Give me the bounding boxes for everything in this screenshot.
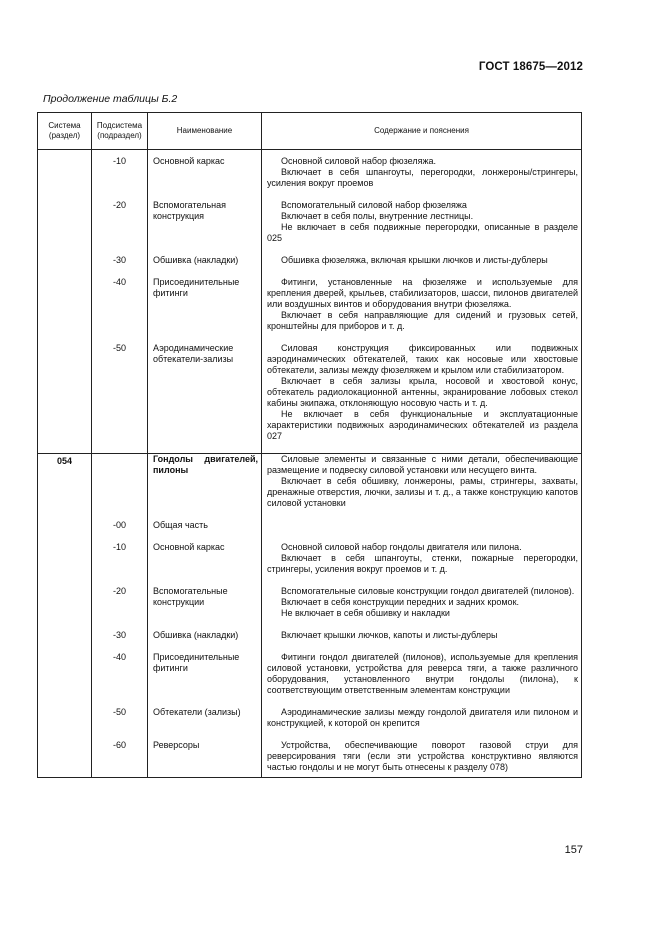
description-paragraph: Силовые элементы и связанные с ними детали, обеспечивающие размещение и подвеску силовой установки или несущего винта. [267,454,578,475]
item-name-cell [148,454,262,521]
item-description [262,200,582,255]
item-name: Обтекатели (зализы) [153,707,241,717]
item-name-cell [148,630,262,652]
item-name: Основной каркас [153,542,225,552]
description-paragraph: Не включает в себя функциональные и эксплуатационные характеристики подвижных аэродинамических обтекателей из раздела 027 [267,409,578,441]
subsystem-code: -30 [92,630,148,652]
description-paragraph: Фитинги, установленные на фюзеляже и используемые для крепления дверей, крыльев, стабилизаторов, шасси, пилонов двигателей или воздушных винтов и оборудования внутри фюзеляжа. [267,277,578,309]
item-name: Обшивка (накладки) [153,630,239,640]
item-name-cell [148,277,262,343]
description-paragraph: Устройства, обеспечивающие поворот газовой струи для реверсирования тяги (если эти устройства конструктивно являются частью гондолы и не могут быть отнесены к разделу 078) [267,740,578,772]
item-description [262,343,582,454]
item-name-cell [148,542,262,586]
subsystem-code: -50 [92,343,148,454]
item-name-cell [148,200,262,255]
subsystem-code: -30 [92,255,148,277]
item-name-cell [148,150,262,201]
description-paragraph: Не включает в себя обшивку и накладки [281,608,450,618]
column-header-name: Наименование [148,113,262,150]
item-name: Аэродинамические обтекатели-зализы [153,343,234,364]
system-code [38,150,92,201]
system-code [38,343,92,454]
description-paragraph: Включает в себя зализы крыла, носовой и хвостовой конус, обтекатель радиолокационной антенны, экранирование лобовых стекол кабины экипажа, отклоняющую носовую часть и т. д. [267,376,578,408]
column-header-system: Система (раздел) [38,113,92,150]
table-row [38,586,582,630]
item-description [262,630,582,652]
system-code [38,200,92,255]
item-name: Основной каркас [153,156,225,166]
item-description [262,277,582,343]
column-header-description: Содержание и пояснения [262,113,582,150]
table-caption: Продолжение таблицы Б.2 [43,93,178,105]
table-row [38,707,582,740]
subsystem-code: -20 [92,586,148,630]
subsystem-code: -00 [92,520,148,542]
item-name-cell [148,586,262,630]
system-code [38,707,92,740]
subsystem-code: -10 [92,150,148,201]
system-code [38,630,92,652]
item-description [262,255,582,277]
system-code [38,255,92,277]
document-header: ГОСТ 18675—2012 [478,61,583,73]
item-name-cell [148,740,262,778]
column-header-subsystem: Подсистема (подраздел) [92,113,148,150]
system-code [38,277,92,343]
item-name: Вспомогательные конструкции [153,586,228,607]
description-paragraph: Основной силовой набор фюзеляжа. [281,156,437,166]
item-description [262,454,582,521]
system-code [38,652,92,707]
subsystem-code: -10 [92,542,148,586]
subsystem-code: -20 [92,200,148,255]
table-header-row [38,113,582,150]
page-number: 157 [564,844,583,856]
subsystem-code: -60 [92,740,148,778]
item-name-cell [148,255,262,277]
table-row [38,520,582,542]
system-code [38,740,92,778]
table-row [38,255,582,277]
item-name-cell [148,652,262,707]
item-name: Присоединительные фитинги [153,652,240,673]
table-row [38,454,582,521]
item-name: Общая часть [153,520,208,530]
description-paragraph: Вспомогательный силовой набор фюзеляжа [281,200,467,210]
table-row [38,630,582,652]
description-paragraph: Включает в себя обшивку, лонжероны, рамы, стрингеры, захваты, дренажные отверстия, лючки, зализы и т. д., а также конструкцию капотов силовой установки [267,476,578,508]
item-description [262,520,582,542]
description-paragraph: Обшивка фюзеляжа, включая крышки лючков и листы-дублеры [281,255,548,265]
subsystem-code [92,454,148,521]
item-name: Присоединительные фитинги [153,277,240,298]
system-code [38,586,92,630]
subsystem-code: -40 [92,652,148,707]
item-name-cell [148,707,262,740]
item-description [262,652,582,707]
item-name: Вспомогательная конструкция [153,200,226,221]
table-row [38,343,582,454]
description-paragraph: Основной силовой набор гондолы двигателя или пилона. [281,542,522,552]
table-row [38,277,582,343]
description-paragraph: Включает крышки лючков, капоты и листы-дублеры [281,630,498,640]
description-paragraph: Аэродинамические зализы между гондолой двигателя или пилоном и конструкцией, к которой он крепится [267,707,578,728]
item-description [262,542,582,586]
table-row [38,652,582,707]
system-code [38,542,92,586]
description-paragraph: Силовая конструкция фиксированных или подвижных аэродинамических обтекателей, таких как носовые или хвостовые обтекатели, зализы между фюзеляжем и крылом или стабилизатором. [267,343,578,375]
table-row [38,200,582,255]
classification-table [37,112,582,778]
system-code: 054 [38,454,92,521]
item-name-cell [148,343,262,454]
description-paragraph: Включает в себя шпангоуты, стенки, пожарные перегородки, стрингеры, усиления вокруг проемов и т. д. [267,553,578,574]
description-paragraph: Фитинги гондол двигателей (пилонов), используемые для крепления силовой установки, устройства для реверса тяги, а также различного оборудования, установленного внутри гондолы (пилона), к соответствующим ответственным элементам конструкции [267,652,578,695]
table-body [38,150,582,778]
subsystem-code: -40 [92,277,148,343]
description-paragraph: Включает в себя шпангоуты, перегородки, лонжероны/стрингеры, усиления вокруг проемов [267,167,578,188]
item-name: Реверсоры [153,740,200,750]
description-paragraph: Вспомогательные силовые конструкции гондол двигателей (пилонов). [281,586,575,596]
table-row [38,740,582,778]
item-name: Обшивка (накладки) [153,255,239,265]
description-paragraph: Включает в себя направляющие для сидений и грузовых сетей, кронштейны для приборов и т. д. [267,310,578,331]
item-description [262,707,582,740]
description-paragraph: Включает в себя полы, внутренние лестницы. [281,211,474,221]
subsystem-code: -50 [92,707,148,740]
table-row [38,542,582,586]
item-description [262,150,582,201]
description-paragraph: Не включает в себя подвижные перегородки, описанные в разделе 025 [267,222,578,243]
description-paragraph: Включает в себя конструкции передних и задних кромок. [281,597,520,607]
table-row [38,150,582,201]
item-name-cell [148,520,262,542]
item-name: Гондолы двигателей, пилоны [153,454,258,475]
item-description [262,586,582,630]
system-code [38,520,92,542]
item-description [262,740,582,778]
